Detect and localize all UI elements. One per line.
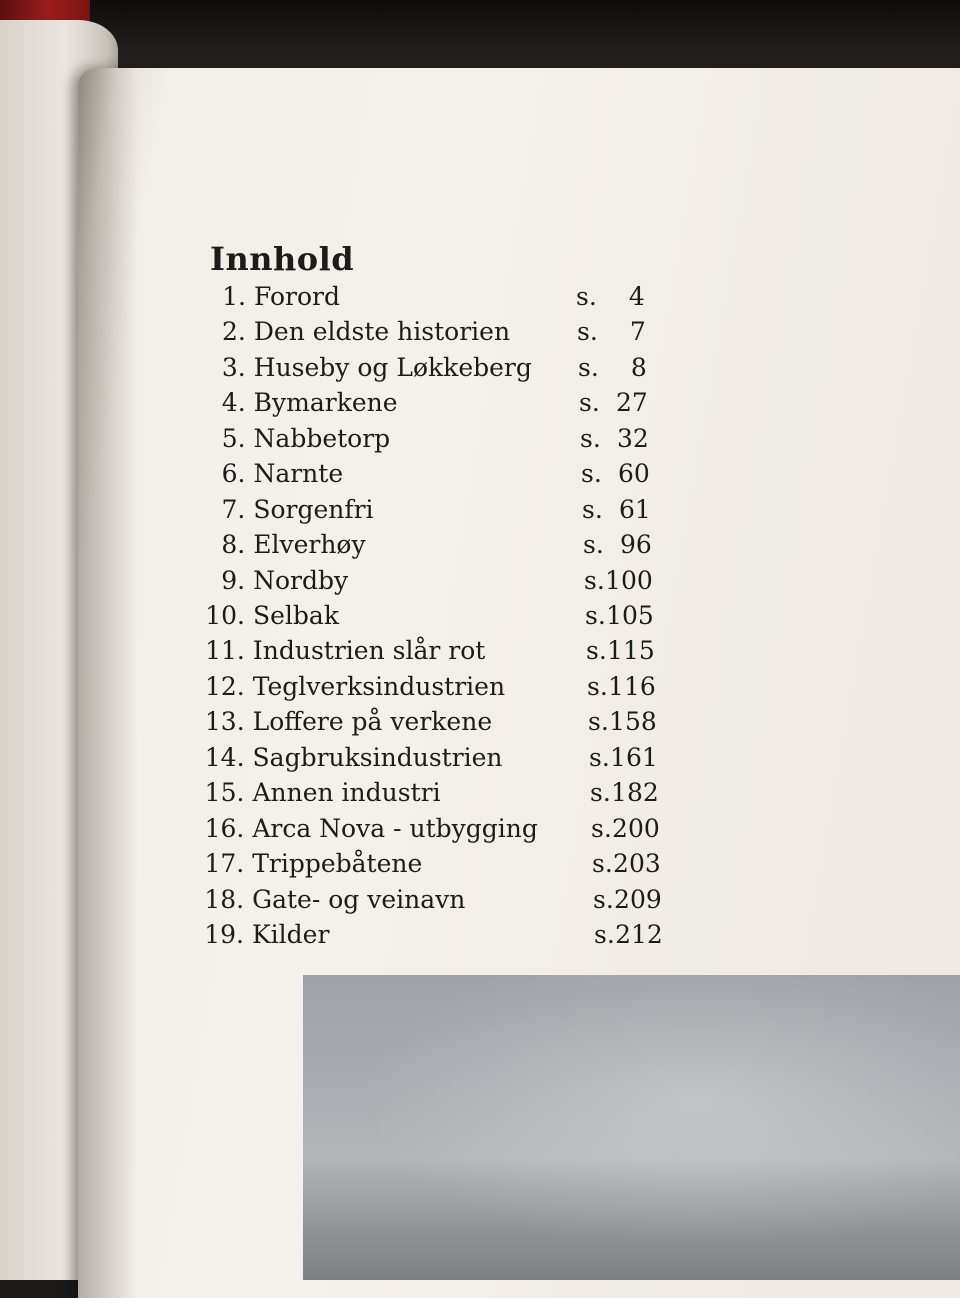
toc-entry-page-prefix: s. <box>589 778 611 808</box>
toc-entry-page-ref <box>577 316 646 348</box>
toc-entry <box>197 494 651 526</box>
toc-entry-number: 17. <box>204 849 245 879</box>
toc-entry-title: Gate- og veinavn <box>252 884 466 914</box>
toc-entry-page-number: 27 <box>615 388 648 418</box>
toc-entry-number: 10. <box>205 601 245 630</box>
toc-entry-page-ref <box>582 494 651 526</box>
toc-entry-page-ref <box>583 529 652 561</box>
toc-entry-page-number: 158 <box>609 707 657 737</box>
toc-entry-number: 15. <box>204 778 245 808</box>
toc-entry-page-prefix: s. <box>588 742 610 772</box>
toc-entry-page-prefix: s. <box>592 884 614 914</box>
toc-entry-page-number: 209 <box>614 884 662 914</box>
toc-entry-number: 3. <box>221 352 246 382</box>
toc-entry-page-ref <box>591 813 660 845</box>
toc-entry-number: 19. <box>204 920 244 949</box>
toc-entry-page-ref <box>586 635 655 667</box>
toc-entry-page-prefix: s. <box>576 317 598 347</box>
toc-entry-page-number: 7 <box>629 317 646 347</box>
toc-entry-number: 8. <box>221 530 246 560</box>
toc-entry-page-prefix: s. <box>587 707 609 737</box>
toc-entry-title: Narnte <box>253 459 344 489</box>
toc-entry <box>198 316 646 348</box>
toc-entry-title: Selbak <box>253 601 339 630</box>
toc-entry-number: 11. <box>205 636 245 666</box>
toc-entry-page-ref <box>592 848 661 880</box>
toc-entry-number: 13. <box>204 707 245 737</box>
toc-entry-title: Nordby <box>253 565 349 595</box>
toc-entry <box>196 777 659 809</box>
toc-entry-number: 1. <box>222 282 246 311</box>
toc-entry-number: 4. <box>221 388 246 418</box>
toc-entry-page-ref <box>587 671 656 703</box>
toc-entry-page-prefix: s. <box>581 494 603 524</box>
toc-entry <box>198 387 648 419</box>
toc-entry-page-number: 105 <box>606 601 654 630</box>
toc-entry-page-prefix: s. <box>594 920 615 949</box>
toc-entry-page-number: 61 <box>618 494 651 524</box>
toc-title: Innhold <box>210 240 355 278</box>
toc-entry-page-prefix: s. <box>585 636 607 666</box>
toc-entry <box>197 706 657 738</box>
toc-entry-page-prefix: s. <box>578 388 600 418</box>
toc-entry-title: Annen industri <box>252 778 441 808</box>
toc-entry-page-prefix: s. <box>583 565 605 595</box>
toc-entry <box>196 813 660 845</box>
toc-entry-title: Industrien slår rot <box>252 636 486 666</box>
toc-entry-page-prefix: s. <box>591 849 613 879</box>
toc-entry-page-number: 32 <box>616 423 649 453</box>
toc-entry-page-number: 182 <box>611 778 659 808</box>
toc-entry-title: Trippebåtene <box>252 849 423 879</box>
toc-entry <box>197 742 658 774</box>
toc-entry-title: Bymarkene <box>253 388 398 418</box>
toc-entry-title: Kilder <box>252 920 330 949</box>
toc-entry <box>198 352 647 384</box>
landscape-photo <box>303 975 960 1280</box>
toc-entry-page-number: 161 <box>610 742 658 772</box>
toc-entry-page-ref <box>593 884 662 916</box>
toc-entry-page-ref <box>580 423 649 455</box>
toc-entry <box>197 529 652 561</box>
toc-entry-title: Nabbetorp <box>253 423 391 453</box>
toc-entry-page-ref <box>584 565 653 597</box>
toc-entry-page-number: 60 <box>617 459 650 489</box>
toc-entry <box>196 848 661 880</box>
toc-entry-page-prefix: s. <box>582 530 604 560</box>
toc-entry-page-number: 200 <box>612 813 660 843</box>
toc-entry-page-number: 116 <box>608 671 656 701</box>
toc-entry-page-ref <box>589 742 658 774</box>
toc-entry-page-number: 8 <box>630 352 647 382</box>
toc-entry-page-ref <box>576 281 645 313</box>
toc-entry-number: 18. <box>204 884 245 914</box>
toc-entry <box>196 884 662 916</box>
toc-entry-title: Sorgenfri <box>253 494 374 524</box>
toc-entry-page-ref <box>594 919 663 951</box>
toc-entry-page-ref <box>578 352 647 384</box>
toc-entry <box>198 423 649 455</box>
toc-entry <box>197 635 655 667</box>
toc-entry <box>197 565 653 597</box>
toc-entry-title: Elverhøy <box>253 530 366 560</box>
toc-entry-page-prefix: s. <box>586 671 608 701</box>
toc-entry-page-ref <box>579 387 648 419</box>
toc-entry-page-prefix: s. <box>579 423 601 453</box>
toc-entry-title: Teglverksindustrien <box>252 671 506 701</box>
toc-entry-title: Den eldste historien <box>253 317 511 347</box>
toc-entry <box>197 600 654 632</box>
toc-entry <box>197 458 650 490</box>
toc-entry-page-prefix: s. <box>580 459 602 489</box>
toc-entry <box>196 919 663 951</box>
toc-entry <box>198 281 645 313</box>
toc-entry-number: 7. <box>221 494 246 524</box>
toc-entry-page-prefix: s. <box>577 352 599 382</box>
toc-entry-page-ref <box>590 777 659 809</box>
toc-entry-number: 14. <box>204 742 245 772</box>
toc-entry-number: 12. <box>205 671 245 701</box>
toc-entry-page-number: 96 <box>619 530 652 560</box>
toc-entry-title: Loffere på verkene <box>252 707 493 737</box>
toc-entry-page-number: 115 <box>607 636 655 666</box>
toc-entry-page-ref <box>581 458 650 490</box>
toc-entry-page-number: 100 <box>605 565 653 595</box>
toc-entry <box>197 671 656 703</box>
toc-entry-number: 9. <box>221 565 246 595</box>
toc-entry-title: Huseby og Løkkeberg <box>253 352 532 382</box>
toc-entry-number: 6. <box>221 459 246 489</box>
toc-entry-number: 2. <box>222 317 246 347</box>
toc-entry-page-ref <box>588 706 657 738</box>
toc-entry-title: Forord <box>254 282 340 311</box>
toc-entry-page-number: 4 <box>628 282 645 311</box>
toc-entry-page-ref <box>585 600 654 632</box>
toc-entry-title: Sagbruksindustrien <box>252 742 503 772</box>
toc-entry-page-prefix: s. <box>590 813 612 843</box>
toc-entry-number: 5. <box>221 423 246 453</box>
toc-entry-title: Arca Nova - utbygging <box>252 813 538 843</box>
toc-entry-page-number: 212 <box>615 920 663 949</box>
toc-entry-number: 16. <box>204 813 245 843</box>
toc-entry-page-number: 203 <box>613 849 661 879</box>
toc-entry-page-prefix: s. <box>585 601 606 630</box>
toc-entry-page-prefix: s. <box>576 282 597 311</box>
